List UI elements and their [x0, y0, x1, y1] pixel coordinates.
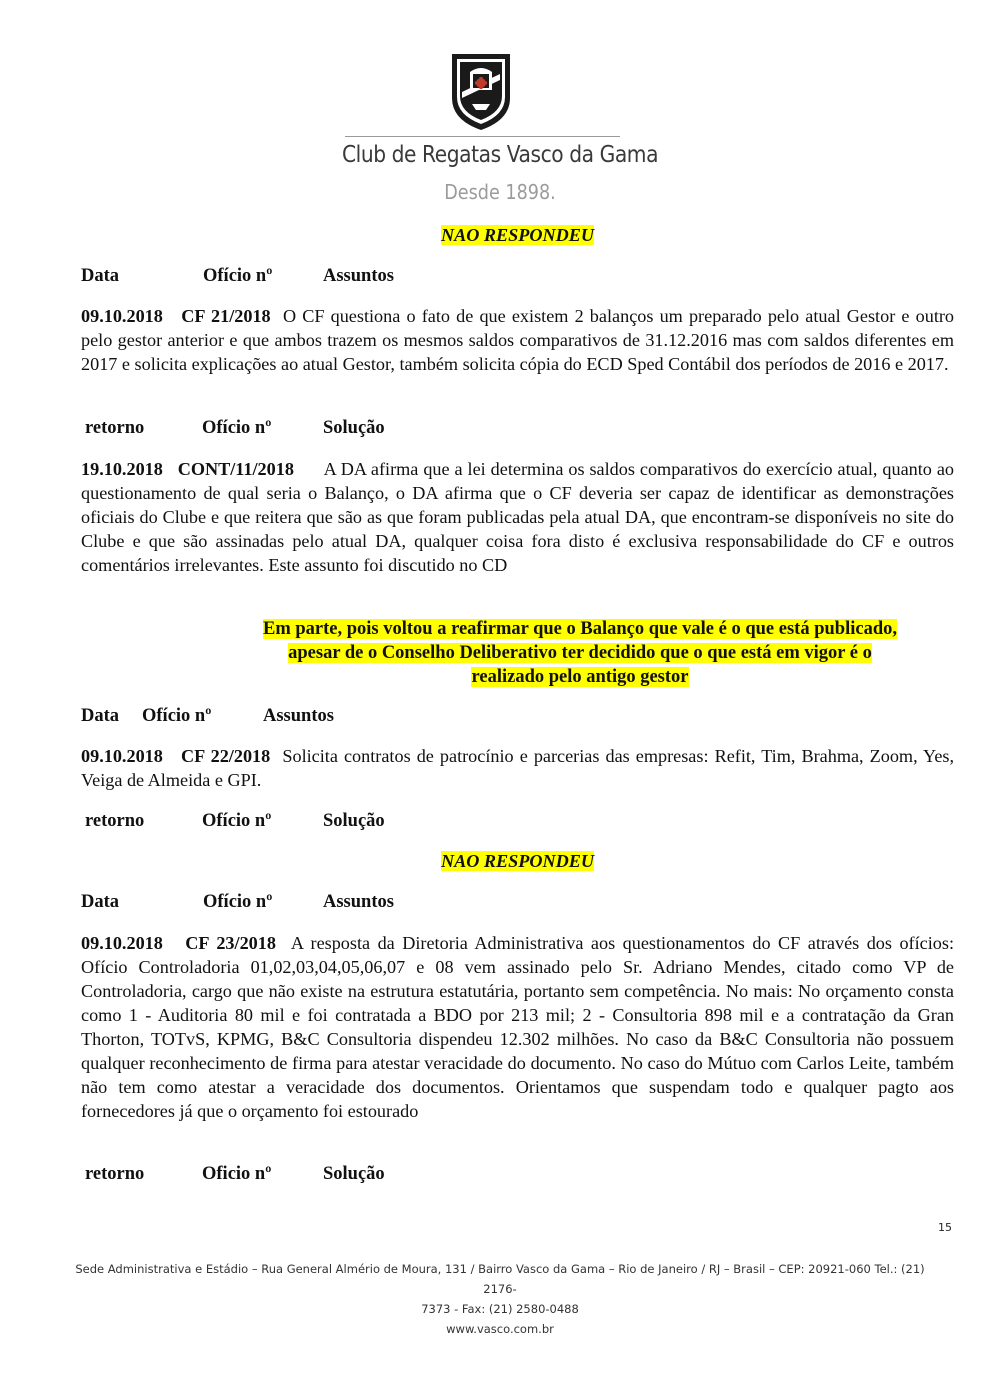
col-date: Data	[81, 266, 120, 286]
col-oficio: Ofício nº	[142, 706, 212, 726]
col-oficio: Oficio nº	[202, 1164, 272, 1184]
col-oficio: Ofício nº	[202, 418, 272, 438]
conclusion-line: Em parte, pois voltou a reafirmar que o Balanço que vale é o que está publicado,	[263, 619, 897, 639]
entry-date: 09.10.2018	[81, 933, 163, 953]
col-assuntos: Assuntos	[323, 266, 394, 286]
col-oficio: Ofício nº	[203, 892, 273, 912]
col-solucao: Solução	[323, 418, 385, 438]
conclusion-line: apesar de o Conselho Deliberativo ter decidido que o que está em vigor é o	[288, 643, 872, 663]
footer-address: Sede Administrativa e Estádio – Rua General Almério de Moura, 131 / Bairro Vasco da Gama – Rio de Janeiro / RJ – Brasil – CEP: 20921-060 Tel.: (21) 2176-	[75, 1262, 925, 1296]
club-since: Desde 1898.	[444, 180, 556, 204]
col-solucao: Solução	[323, 1164, 385, 1184]
entry-ref: CF 23/2018	[185, 933, 276, 953]
col-oficio: Ofício nº	[202, 811, 272, 831]
return-header-2	[81, 809, 954, 833]
footer-phone: 7373 - Fax: (21) 2580-0488	[421, 1302, 579, 1316]
entry-ref: CF 21/2018	[181, 306, 271, 326]
col-solucao: Solução	[323, 811, 385, 831]
entry-date: 09.10.2018	[81, 746, 163, 766]
club-name: Club de Regatas Vasco da Gama	[341, 142, 659, 168]
return-ref: CONT/11/2018	[177, 459, 294, 479]
letterhead-divider	[345, 136, 620, 137]
entry-text: Solicita contratos de patrocínio e parcerias das empresas: Refit, Tim, Brahma, Zoom, Yes, Veiga de Almeida e GPI.	[81, 746, 955, 790]
club-crest-icon	[448, 50, 514, 132]
status-badge: NAO RESPONDEU	[440, 225, 595, 245]
status-badge: NAO RESPONDEU	[440, 851, 595, 871]
table-header-3	[81, 890, 954, 914]
status-no-response-2	[81, 849, 954, 873]
page-number: 15	[938, 1221, 952, 1234]
table-header-1	[81, 264, 954, 288]
return-header-1	[81, 416, 954, 440]
conclusion-line: realizado pelo antigo gestor	[471, 667, 689, 687]
entry-ref: CF 22/2018	[181, 746, 271, 766]
return-date: 19.10.2018	[81, 459, 163, 479]
entry-cf-21-2018	[81, 304, 954, 376]
table-header-2	[81, 704, 954, 728]
col-retorno: retorno	[85, 811, 145, 831]
col-date: Data	[81, 892, 120, 912]
col-assuntos: Assuntos	[263, 706, 334, 726]
entry-cf-22-2018	[81, 744, 954, 792]
conclusion-highlight	[200, 617, 960, 689]
status-no-response-1	[81, 223, 954, 247]
return-text: A DA afirma que a lei determina os saldos comparativos do exercício atual, quanto ao questionamento de qual seria o Balanço, o DA afirma que o CF deveria ser capaz de identificar as demonstrações oficiais do Clube e que reitera que são as que foram publicadas pela atual DA, que encontram-se disponíveis no site do Clube e que são assinadas pelo atual DA, qualquer coisa fora disto é exclusiva responsabilidade do CF e outros comentários irrelevantes. Este assunto foi discutido no CD	[81, 459, 955, 575]
col-date: Data	[81, 706, 120, 726]
return-cont-11-2018	[81, 457, 954, 577]
return-header-3	[81, 1162, 954, 1186]
footer-website: www.vasco.com.br	[446, 1322, 554, 1336]
entry-text: O CF questiona o fato de que existem 2 balanços um preparado pelo atual Gestor e outro pelo gestor anterior e que ambos trazem os mesmos saldos comparativos de 31.12.2016 mas com saldos diferentes em 2017 e solicita explicações ao atual Gestor, também solicita cópia do ECD Sped Contábil dos períodos de 2016 e 2017.	[81, 306, 955, 374]
col-retorno: retorno	[85, 1164, 145, 1184]
entry-text: A resposta da Diretoria Administrativa aos questionamentos do CF através dos ofícios: Ofício Controladoria 01,02,03,04,05,06,07 e 08 vem assinado pelo Sr. Adriano Mendes, citado como VP de Controladoria, cargo que não existe na estrutura estatutária, portanto sem competência. No mais: No orçamento consta como 1 - Auditoria 80 mil e foi contratada a BDO por 213 mil; 2 - Consultoria 898 mil e a contratação da Gran Thorton, TOTvS, KPMG, B&C Consultoria dispendeu 12.302 milhões. No caso da B&C Consultoria não possuem qualquer reconhecimento de firma para atestar veracidade do documento. No caso do Mútuo com Carlos Leite, também não tem como atestar a veracidade dos documentos. Orientamos que suspendam todo e qualquer pagto aos fornecedores já que o orçamento foi estourado	[81, 933, 955, 1121]
col-assuntos: Assuntos	[323, 892, 394, 912]
col-oficio: Ofício nº	[203, 266, 273, 286]
entry-cf-23-2018	[81, 931, 954, 1123]
footer	[60, 1259, 940, 1339]
entry-date: 09.10.2018	[81, 306, 163, 326]
col-retorno: retorno	[85, 418, 145, 438]
